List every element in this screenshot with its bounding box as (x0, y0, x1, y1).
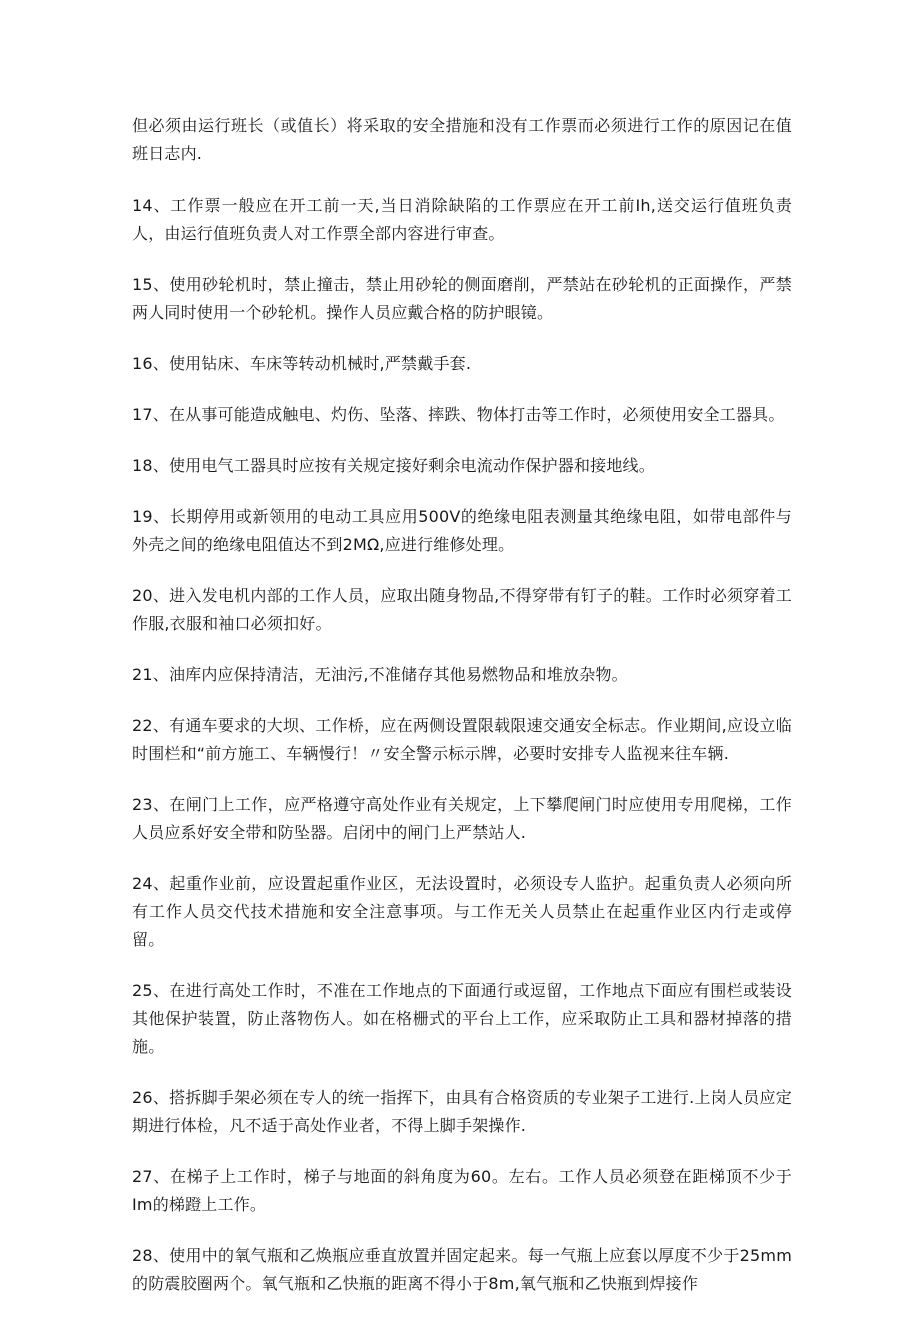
paragraph-item-16: 16、使用钻床、车床等转动机械时,严禁戴手套. (132, 354, 472, 373)
paragraph-item-18: 18、使用电气工器具时应按有关规定接好剩余电流动作保护器和接地线。 (132, 456, 655, 475)
paragraph-continuation: 但必须由运行班长（或值长）将采取的安全措施和没有工作票而必须进行工作的原因记在值班日志内. (132, 116, 792, 163)
paragraph-item-17: 17、在从事可能造成触电、灼伤、坠落、摔跌、物体打击等工作时，必须使用安全工器具。 (132, 405, 785, 424)
paragraph-item-24: 24、起重作业前，应设置起重作业区，无法设置时，必须设专人监护。起重负责人必须向所有工作人员交代技术措施和安全注意事项。与工作无关人员禁止在起重作业区内行走或停留。 (132, 874, 792, 949)
paragraph-item-19: 19、长期停用或新领用的电动工具应用500V的绝缘电阻表测量其绝缘电阻，如带电部件与外壳之间的绝缘电阻值达不到2MΩ,应进行维修处理。 (132, 507, 792, 554)
paragraph-item-27: 27、在梯子上工作时，梯子与地面的斜角度为60。左右。工作人员必须登在距梯顶不少于Im的梯蹬上工作。 (132, 1167, 792, 1214)
paragraph-item-23: 23、在闸门上工作，应严格遵守高处作业有关规定，上下攀爬闸门时应使用专用爬梯，工作人员应系好安全带和防坠器。启闭中的闸门上严禁站人. (132, 795, 792, 842)
paragraph-item-15: 15、使用砂轮机时，禁止撞击，禁止用砂轮的侧面磨削，严禁站在砂轮机的正面操作，严禁两人同时使用一个砂轮机。操作人员应戴合格的防护眼镜。 (132, 275, 792, 322)
paragraph-item-26: 26、搭拆脚手架必须在专人的统一指挥下，由具有合格资质的专业架子工进行.上岗人员应定期进行体检，凡不适于高处作业者，不得上脚手架操作. (132, 1088, 792, 1135)
paragraph-item-28: 28、使用中的氧气瓶和乙焕瓶应垂直放置并固定起来。每一气瓶上应套以厚度不少于25mm的防震胶圈两个。氧气瓶和乙快瓶的距离不得小于8m,氧气瓶和乙快瓶到焊接作 (132, 1246, 792, 1293)
document-body (132, 112, 792, 1321)
paragraph-item-14: 14、工作票一般应在开工前一天,当日消除缺陷的工作票应在开工前Ih,送交运行值班负责人，由运行值班负责人对工作票全部内容进行审查。 (132, 196, 792, 243)
paragraph-item-20: 20、进入发电机内部的工作人员，应取出随身物品,不得穿带有钉子的鞋。工作时必须穿着工作服,衣服和袖口必须扣好。 (132, 586, 792, 633)
paragraph-item-21: 21、油库内应保持清洁，无油污,不准储存其他易燃物品和堆放杂物。 (132, 665, 628, 684)
paragraph-item-25: 25、在进行高处工作时，不准在工作地点的下面通行或逗留，工作地点下面应有围栏或装设其他保护装置，防止落物伤人。如在格栅式的平台上工作，应采取防止工具和器材掉落的措施。 (132, 981, 792, 1056)
paragraph-item-22: 22、有通车要求的大坝、工作桥，应在两侧设置限载限速交通安全标志。作业期间,应设立临时围栏和“前方施工、车辆慢行！〃安全警示标示牌，必要时安排专人监视来往车辆. (132, 716, 792, 763)
